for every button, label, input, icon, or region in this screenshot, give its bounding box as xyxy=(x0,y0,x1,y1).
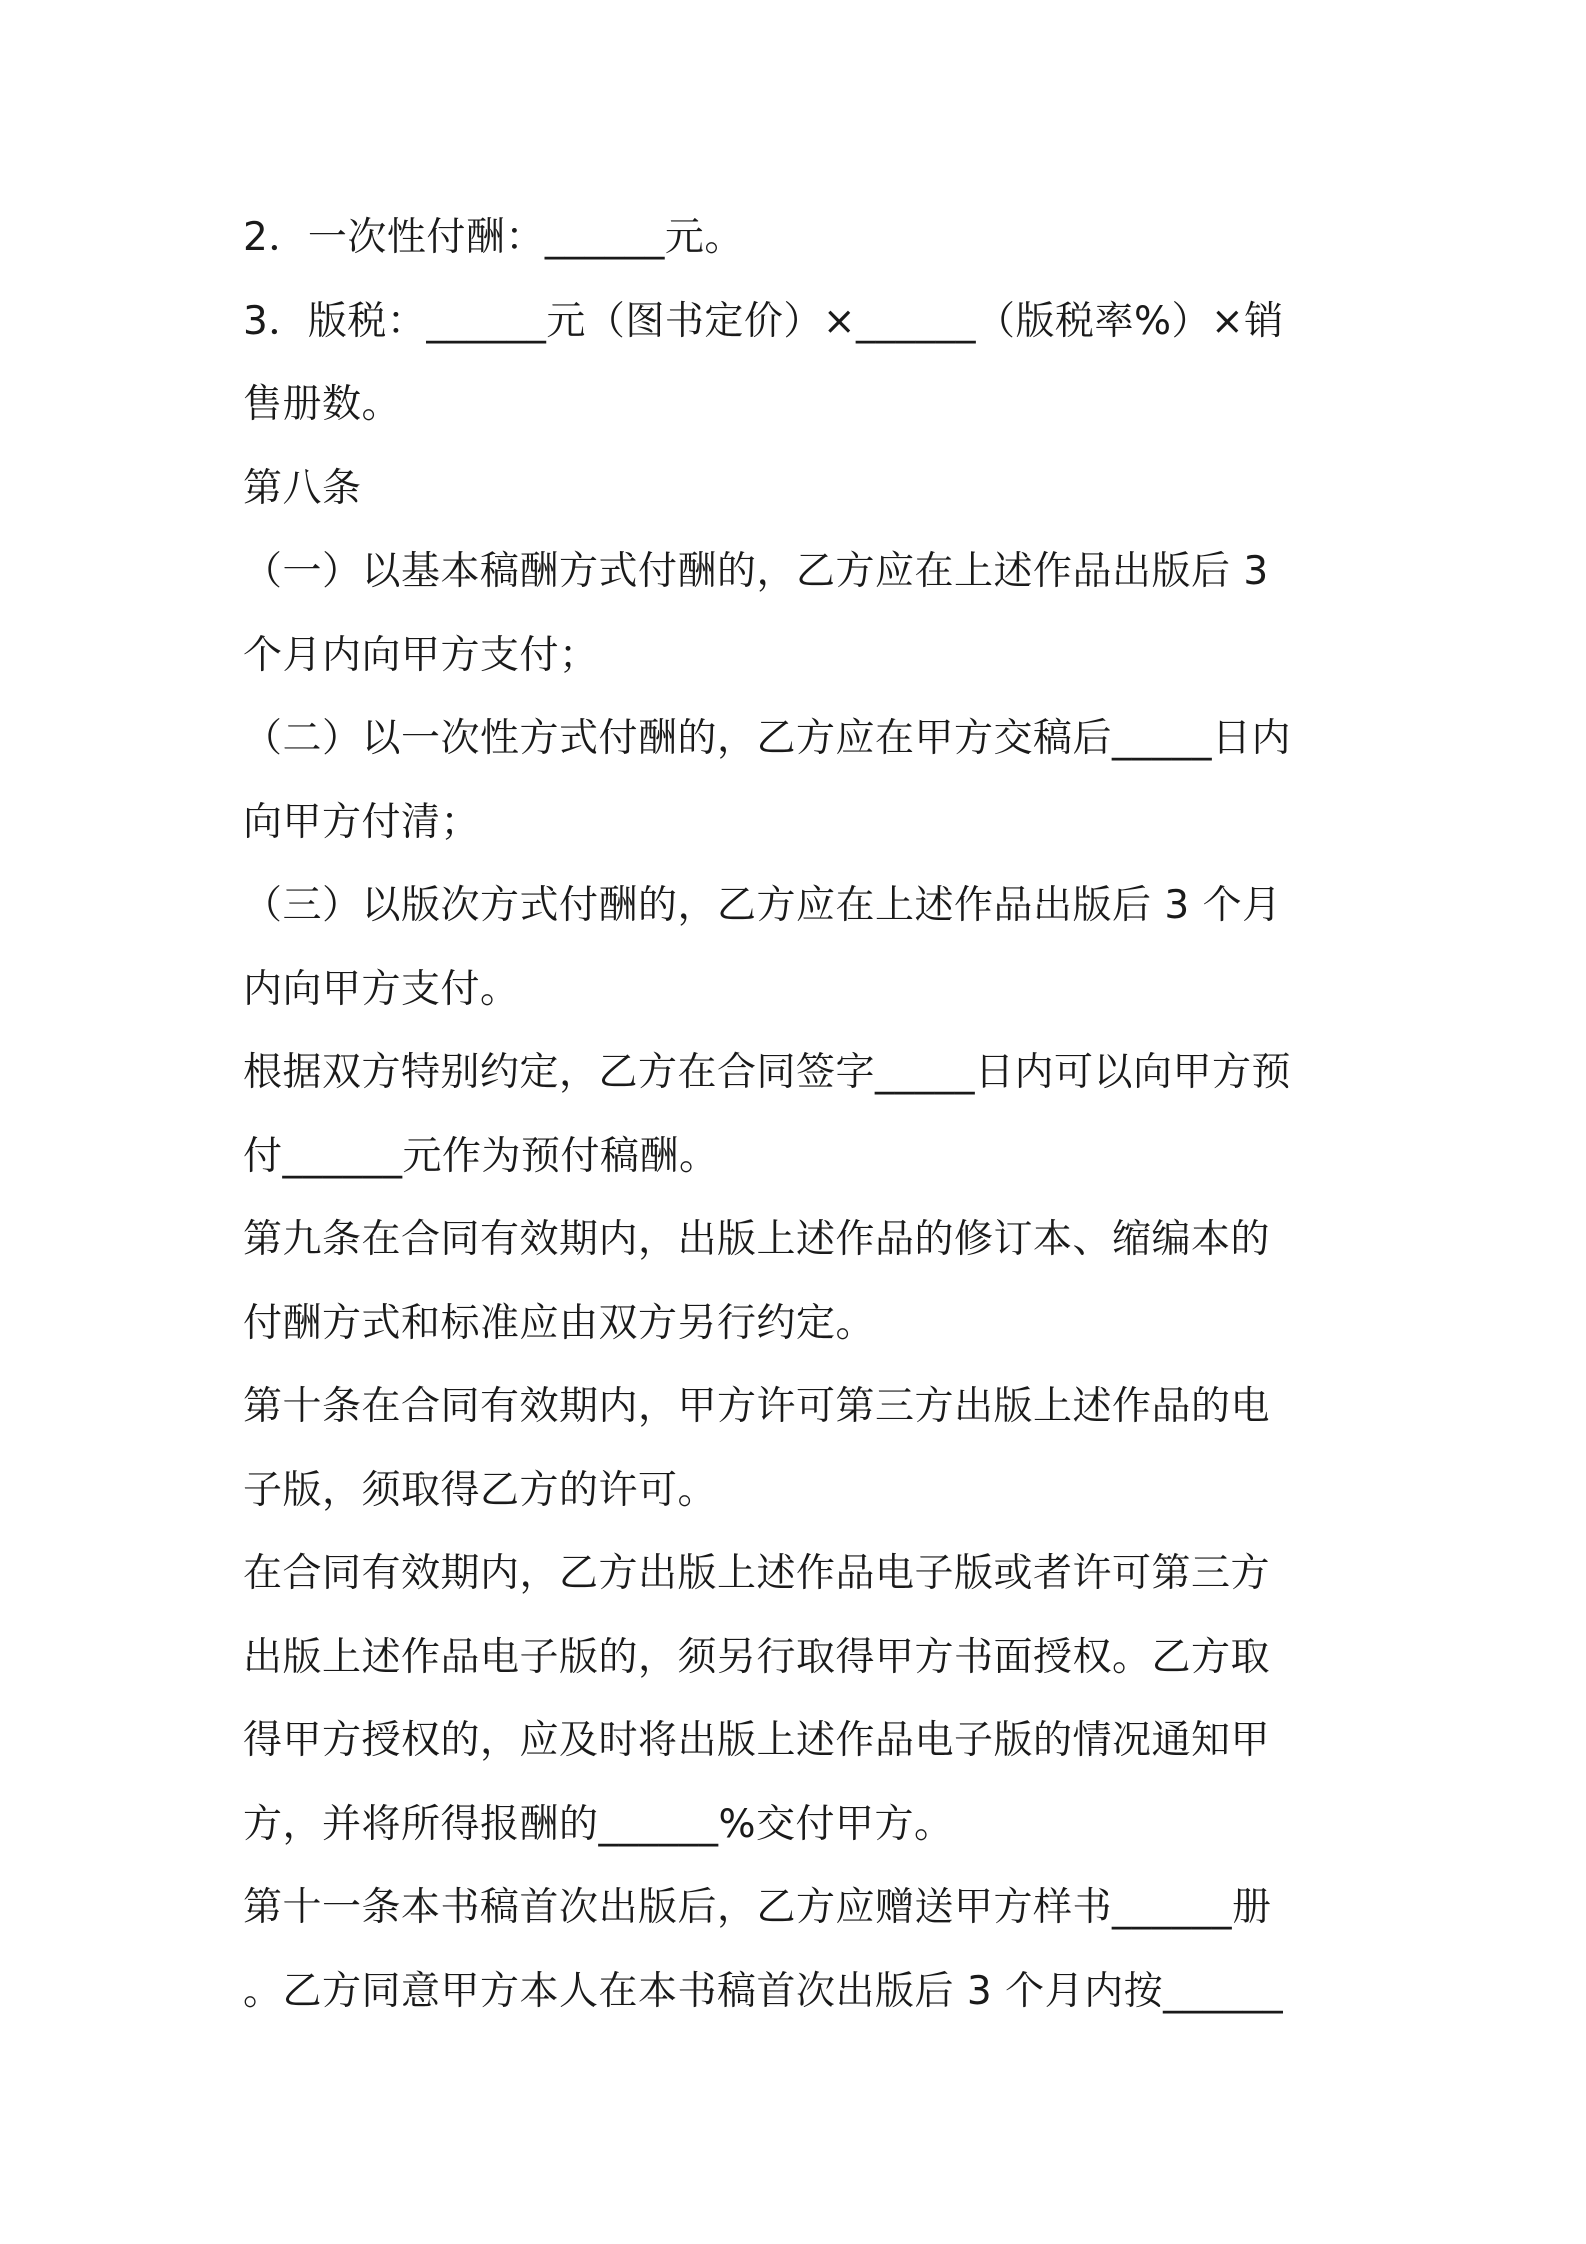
text-line: 2．一次性付酬：______元。 xyxy=(243,215,744,260)
text-line: 在合同有效期内，乙方出版上述作品电子版或者许可第三方 xyxy=(243,1551,1271,1596)
text-line: （三）以版次方式付酬的，乙方应在上述作品出版后 3 个月 xyxy=(243,883,1282,928)
text-line: 第九条在合同有效期内，出版上述作品的修订本、缩编本的 xyxy=(243,1217,1271,1262)
text-line: 得甲方授权的，应及时将出版上述作品电子版的情况通知甲 xyxy=(243,1718,1271,1763)
text-line: 子版，须取得乙方的许可。 xyxy=(243,1467,718,1513)
document-body xyxy=(243,196,1353,2033)
text-line: 第十一条本书稿首次出版后，乙方应赠送甲方样书______册 xyxy=(243,1885,1272,1930)
text-line: 内向甲方支付。 xyxy=(243,966,520,1012)
text-line: 。乙方同意甲方本人在本书稿首次出版后 3 个月内按______ xyxy=(243,1968,1284,2014)
text-line: （二）以一次性方式付酬的，乙方应在甲方交稿后_____日内 xyxy=(243,716,1292,761)
section-heading: 第八条 xyxy=(243,465,362,511)
text-line: 个月内向甲方支付； xyxy=(243,632,599,678)
text-line: 第十条在合同有效期内，甲方许可第三方出版上述作品的电 xyxy=(243,1384,1271,1429)
text-line: 根据双方特别约定，乙方在合同签字_____日内可以向甲方预 xyxy=(243,1050,1292,1095)
text-line: 付______元作为预付稿酬。 xyxy=(243,1133,719,1179)
text-line: 方，并将所得报酬的______%交付甲方。 xyxy=(243,1801,954,1847)
text-line: 出版上述作品电子版的，须另行取得甲方书面授权。乙方取 xyxy=(243,1634,1271,1680)
text-line: （一）以基本稿酬方式付酬的，乙方应在上述作品出版后 3 xyxy=(243,549,1269,594)
text-line: 3．版税：______元（图书定价）×______（版税率%）×销 xyxy=(243,298,1284,344)
text-line: 向甲方付清； xyxy=(243,799,481,845)
text-line: 售册数。 xyxy=(243,382,402,427)
text-line: 付酬方式和标准应由双方另行约定。 xyxy=(243,1300,876,1346)
